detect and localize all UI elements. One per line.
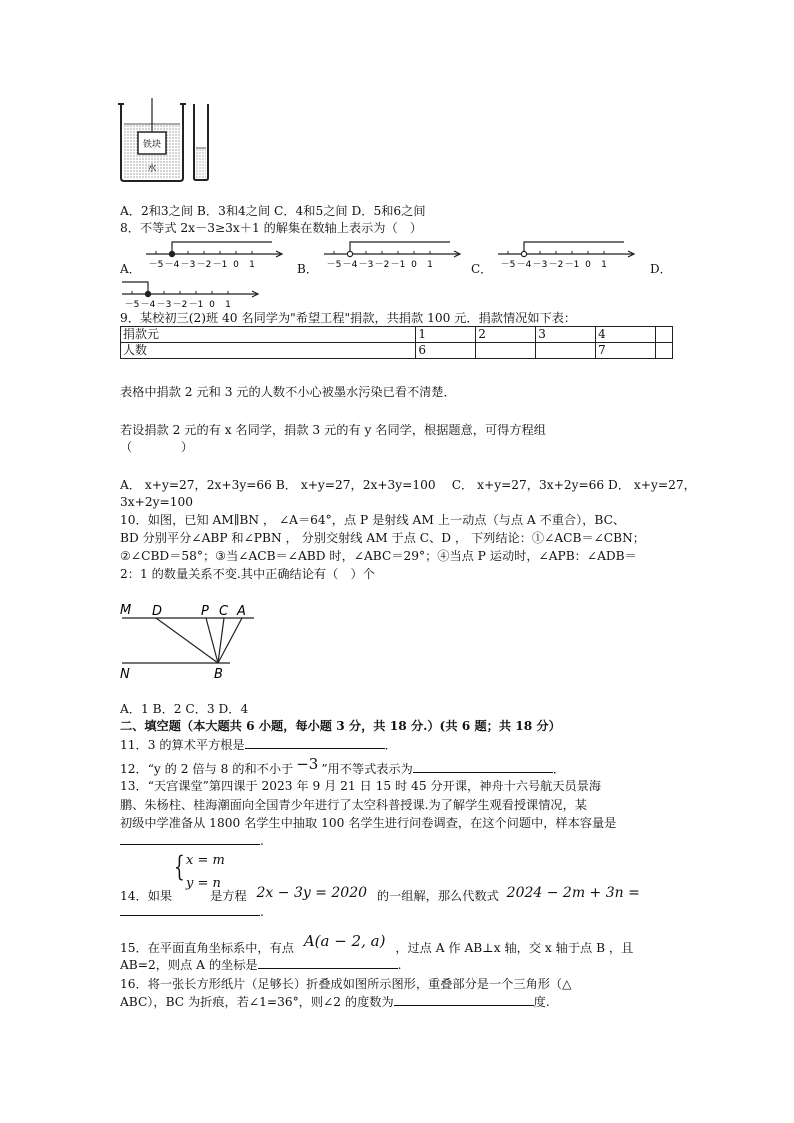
q14-eq-bottom: y = n — [186, 876, 221, 891]
q15-line2-text: AB=2，则点 A 的坐标是 — [120, 958, 258, 972]
tick-label: －3 — [180, 260, 196, 270]
table-cell — [655, 327, 672, 343]
q10-figure — [118, 600, 258, 682]
label-p: P — [201, 604, 209, 619]
q14-answer: . — [120, 904, 264, 920]
q9-note: 表格中捐款 2 元和 3 元的人数不小心被墨水污染已看不清楚． — [120, 385, 456, 399]
table-row — [121, 343, 673, 359]
q9-setup: 若设捐款 2 元的有 x 名同学，捐款 3 元的有 y 名同学，根据题意，可得方程组 — [120, 423, 546, 437]
q8-option-a-label: A． — [120, 262, 141, 276]
cylinder-water — [196, 148, 206, 178]
tick-label: 1 — [249, 260, 255, 270]
table-cell: 4 — [596, 327, 656, 343]
q8-stem: 8．不等式 2x－3≥3x＋1 的解集在数轴上表示为（ ） — [120, 221, 423, 235]
q16-line1: 16．将一张长方形纸片（足够长）折叠成如图所示图形，重叠部分是一个三角形（△ — [120, 977, 572, 991]
table-cell: 2 — [476, 327, 536, 343]
q13-line3: 初级中学准备从 1800 名学生中抽取 100 名学生进行问卷调查，在这个问题中，样本容量是 — [120, 816, 617, 830]
answer-blank[interactable] — [120, 833, 260, 845]
tick-label: －1 — [188, 300, 204, 310]
answer-blank[interactable] — [394, 994, 534, 1006]
q14-expression: 2024 − 2m + 3n = — [506, 885, 640, 901]
solution-bracket — [350, 242, 450, 252]
answer-blank[interactable] — [245, 737, 385, 749]
table-cell — [476, 343, 536, 359]
solution-bracket — [122, 282, 148, 292]
q10-line1: 10．如图，已知 AM∥BN ， ∠A＝64°，点 P 是射线 AM 上一动点（与点 A 不重合），BC、 — [120, 513, 626, 527]
q16-line2: ABC），BC 为折痕，若∠1=36°，则∠2 的度数为 度. — [120, 995, 550, 1009]
tick-label: －5 — [326, 260, 342, 270]
table-header-row — [121, 327, 673, 343]
q9-options-2: 3x+2y=100 — [120, 495, 193, 509]
tick-label: 1 — [225, 300, 231, 310]
tick-label: －5 — [124, 300, 140, 310]
q14-text-a: 14．如果 — [120, 889, 173, 903]
endpoint-dot — [347, 251, 352, 256]
q12-text-b: ”用不等式表示为 — [321, 762, 413, 776]
tick-label: 0 — [411, 260, 417, 270]
q9-paren: （ ） — [120, 440, 194, 454]
table-cell: 捐款元 — [121, 327, 416, 343]
q11-text: 11．3 的算术平方根是 — [120, 738, 245, 752]
iron-label: 铁块 — [142, 140, 162, 150]
q15-point: A(a − 2, a) — [303, 932, 386, 950]
numberline-c — [494, 238, 644, 272]
q13-line1: 13．“天宫课堂”第四课于 2023 年 9 月 21 日 15 时 45 分开课，神舟十六号航天员景海 — [120, 779, 602, 793]
table-cell — [655, 343, 672, 359]
tick-label: －2 — [548, 260, 564, 270]
label-d: D — [152, 604, 163, 619]
q9-options-1: A． x+y=27，2x+3y=66 B． x+y=27，2x+3y=100 C． x+y=27，3x+2y=66 D． x+y=27， — [120, 478, 696, 492]
endpoint-dot — [521, 251, 526, 256]
q13-line2: 鹏、朱杨柱、桂海潮面向全国青少年进行了太空科普授课.为了解学生观看授课情况，某 — [120, 798, 587, 812]
beaker-figure — [118, 98, 214, 184]
q9-stem: 9．某校初三(2)班 40 名同学为"希望工程"捐款，共捐款 100 元．捐款情况如下表： — [120, 311, 577, 325]
endpoint-dot — [145, 291, 150, 296]
numberline-d — [118, 278, 268, 312]
numberline-b — [320, 238, 470, 272]
tick-label: －4 — [140, 300, 156, 310]
tick-label: －4 — [164, 260, 180, 270]
donation-table — [120, 326, 673, 359]
q16-line2-text: ABC），BC 为折痕，若∠1=36°，则∠2 的度数为 — [120, 995, 394, 1009]
q14-text-c: 的一组解，那么代数式 — [376, 889, 499, 903]
tick-label: －2 — [196, 260, 212, 270]
tick-label: －1 — [564, 260, 580, 270]
answer-blank[interactable] — [120, 904, 260, 916]
section-title: 二、填空题（本大题共 6 小题，每小题 3 分，共 18 分.）(共 6 题；共 18 分） — [120, 719, 561, 733]
label-b: B — [214, 667, 223, 682]
q12-text-a: 12．“y 的 2 倍与 8 的和不小于 — [120, 762, 294, 776]
tick-label: 1 — [601, 260, 607, 270]
tick-label: －5 — [148, 260, 164, 270]
answer-blank[interactable] — [258, 957, 398, 969]
q14-eq-top: x = m — [186, 853, 225, 868]
table-cell — [536, 343, 596, 359]
q8-option-d-label: D． — [650, 262, 672, 276]
q7-options: A．2和3之间 B．3和4之间 C．4和5之间 D．5和6之间 — [120, 204, 426, 218]
q14-equation: 2x − 3y = 2020 — [256, 885, 368, 901]
solution-bracket — [524, 242, 624, 252]
tick-label: －1 — [390, 260, 406, 270]
label-a: A — [237, 604, 246, 619]
tick-label: －2 — [374, 260, 390, 270]
q14 — [120, 885, 640, 904]
table-cell: 3 — [536, 327, 596, 343]
numberline-a — [142, 238, 292, 272]
tick-label: －3 — [156, 300, 172, 310]
tick-label: 1 — [427, 260, 433, 270]
q15-text-b: ，过点 A 作 AB⊥x 轴，交 x 轴于点 B ，且 — [395, 941, 634, 955]
q10-line2: BD 分别平分∠ABP 和∠PBN ， 分别交射线 AM 于点 C、D ， 下列结论：①∠ACB＝∠CBN； — [120, 531, 645, 545]
tick-label: 0 — [233, 260, 239, 270]
table-cell: 1 — [416, 327, 476, 343]
tick-label: －2 — [172, 300, 188, 310]
q14-text-b: 是方程 — [210, 889, 247, 903]
tick-label: 0 — [585, 260, 591, 270]
solution-bracket — [172, 242, 272, 252]
label-n: N — [120, 667, 130, 682]
q11: 11．3 的算术平方根是 ． — [120, 738, 397, 752]
endpoint-dot — [169, 251, 174, 256]
segment-bd — [156, 618, 218, 663]
q12-minus3: −3 — [296, 755, 319, 773]
q8-option-b-label: B． — [297, 262, 318, 276]
q15 — [120, 932, 634, 956]
q10-line4: 2：1 的数量关系不变.其中正确结论有（ ）个 — [120, 567, 375, 581]
q10-options: A．1 B．2 C．3 D．4 — [120, 702, 249, 716]
table-cell: 7 — [596, 343, 656, 359]
answer-blank[interactable] — [413, 761, 553, 773]
q13-answer: . — [120, 833, 264, 849]
q15-text-a: 15．在平面直角坐标系中，有点 — [120, 941, 294, 955]
tick-label: 0 — [209, 300, 215, 310]
tick-label: －3 — [532, 260, 548, 270]
q15-line2: AB=2，则点 A 的坐标是 . — [120, 958, 402, 972]
label-m: M — [120, 603, 132, 618]
q12: 12．“y 的 2 倍与 8 的和不小于 −3 ”用不等式表示为 ． — [120, 755, 566, 776]
table-cell: 人数 — [121, 343, 416, 359]
q8-option-c-label: C． — [471, 262, 493, 276]
label-c: C — [219, 604, 229, 619]
water-label: 水 — [147, 164, 157, 174]
table-cell: 6 — [416, 343, 476, 359]
tick-label: －1 — [212, 260, 228, 270]
tick-label: －3 — [358, 260, 374, 270]
brace-icon: { — [174, 850, 185, 883]
tick-label: －4 — [516, 260, 532, 270]
q10-line3: ②∠CBD＝58°；③当∠ACB＝∠ABD 时，∠ABC＝29°；④当点 P 运动时，∠APB：∠ADB＝ — [120, 549, 637, 563]
tick-label: －5 — [500, 260, 516, 270]
tick-label: －4 — [342, 260, 358, 270]
